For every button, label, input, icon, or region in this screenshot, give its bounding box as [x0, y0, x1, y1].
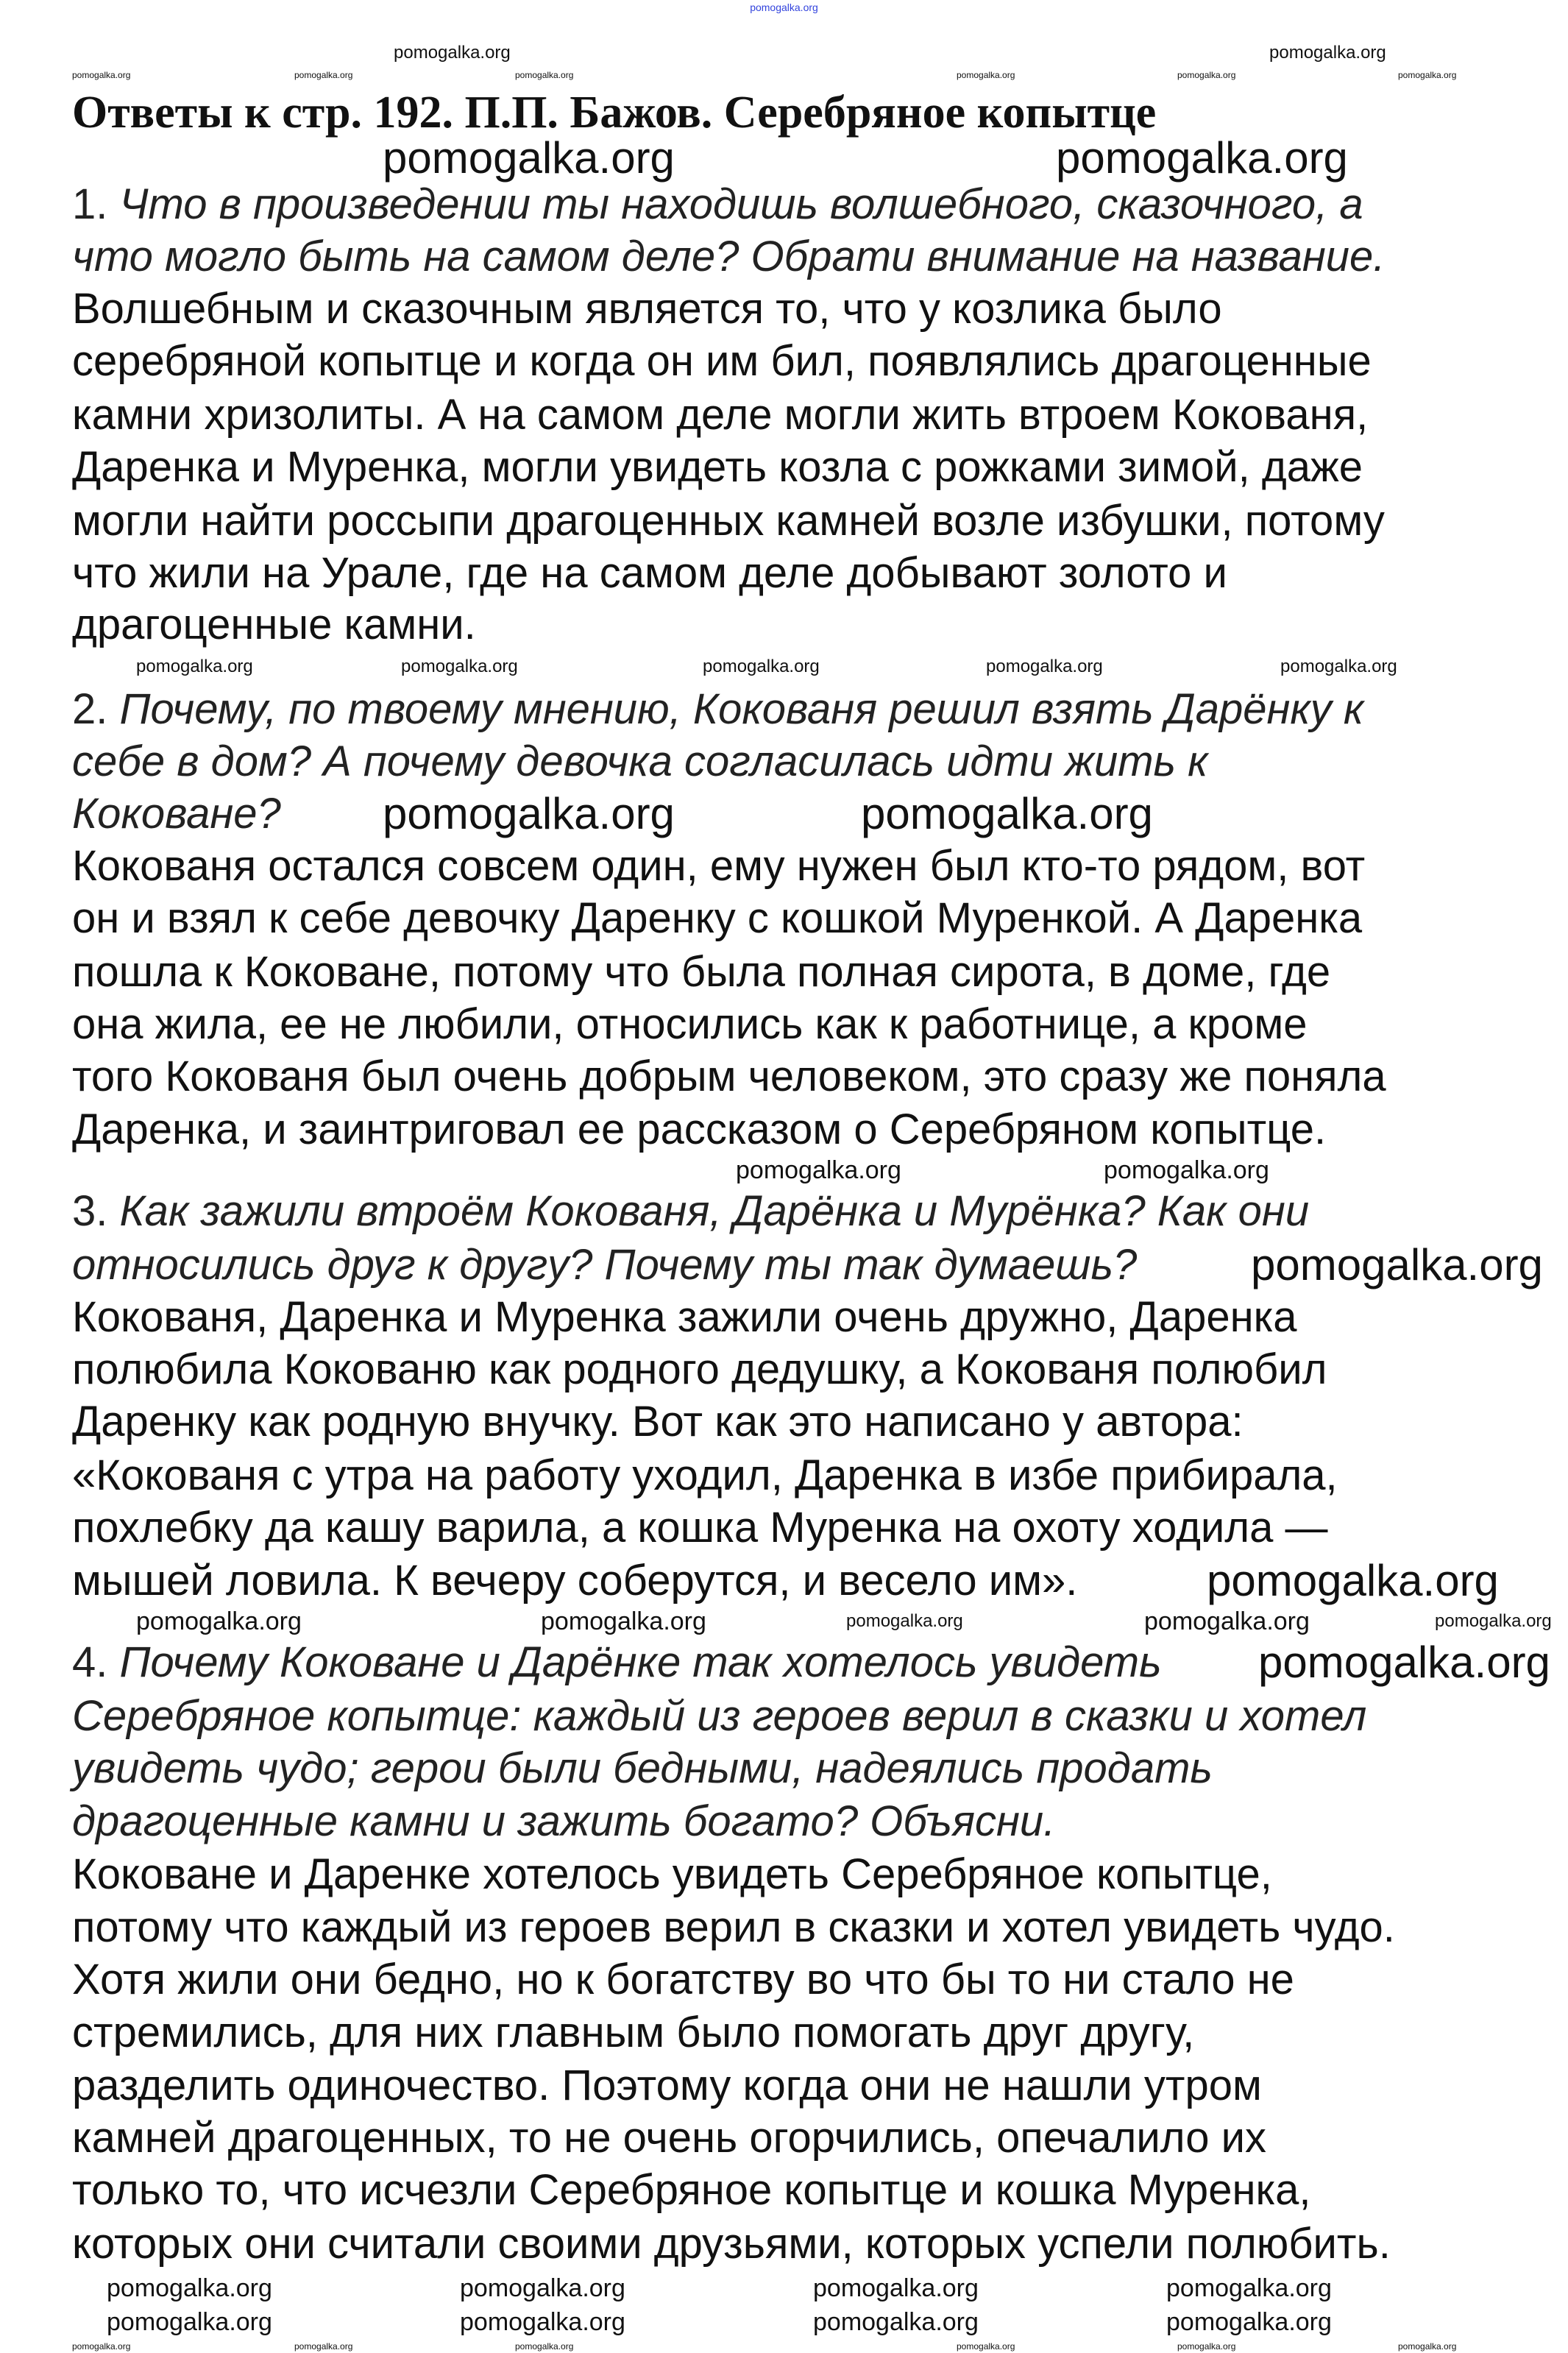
answer-line: потому что каждый из героев верил в сказки и хотел увидеть чудо. [72, 1903, 1395, 1951]
watermark-text: pomogalka.org [394, 43, 511, 63]
top-watermark: pomogalka.org [750, 1, 818, 13]
watermark-text: pomogalka.org [846, 1611, 963, 1631]
watermark-text: pomogalka.org [136, 657, 253, 676]
watermark-text: pomogalka.org [1258, 1638, 1550, 1687]
question-text: Серебряное копытце: каждый из героев верил в сказки и хотел [72, 1692, 1367, 1740]
watermark-text: pomogalka.org [736, 1156, 901, 1184]
question-line [72, 739, 1208, 785]
watermark-text: pomogalka.org [1435, 1611, 1552, 1631]
answer-line: Кокованя, Даренка и Муренка зажили очень дружно, Даренка [72, 1293, 1297, 1341]
watermark-text: pomogalka.org [294, 2341, 353, 2352]
answer-line: похлебку да кашу варила, а кошка Муренка на охоту ходила — [72, 1504, 1328, 1551]
answer-line: пошла к Коковане, потому что была полная сирота, в доме, где [72, 948, 1331, 996]
answer-line: полюбила Кокованю как родного дедушку, а Кокованя полюбил [72, 1345, 1327, 1393]
watermark-text: pomogalka.org [957, 2341, 1015, 2352]
watermark-text: pomogalka.org [1177, 70, 1236, 80]
question-text: что могло быть на самом деле? Обрати внимание на название. [72, 233, 1386, 280]
question-line [72, 1746, 1213, 1791]
watermark-text: pomogalka.org [1251, 1240, 1543, 1289]
watermark-text: pomogalka.org [383, 133, 675, 183]
watermark-text: pomogalka.org [1280, 657, 1397, 676]
watermark-text: pomogalka.org [813, 2274, 979, 2302]
question-line [72, 791, 281, 837]
answer-line: он и взял к себе девочку Даренку с кошкой Муренкой. А Даренка [72, 894, 1363, 942]
answer-line: Кокованя остался совсем один, ему нужен был кто-то рядом, вот [72, 842, 1366, 890]
watermark-text: pomogalka.org [294, 70, 353, 80]
question-number: 2. [72, 685, 108, 733]
watermark-text: pomogalka.org [986, 657, 1103, 676]
answer-line: Даренка, и заинтриговал ее рассказом о Серебряном копытце. [72, 1105, 1327, 1153]
question-line [72, 182, 1363, 227]
answer-line: что жили на Урале, где на самом деле добывают золото и [72, 549, 1227, 597]
question-text: Почему, по твоему мнению, Кокованя решил взять Дарёнку к [119, 685, 1364, 733]
watermark-text: pomogalka.org [1177, 2341, 1236, 2352]
question-line [72, 687, 1363, 732]
watermark-text: pomogalka.org [107, 2308, 272, 2336]
watermark-text: pomogalka.org [1207, 1556, 1499, 1605]
question-number: 4. [72, 1638, 108, 1686]
question-text: Что в произведении ты находишь волшебного, сказочного, а [119, 180, 1363, 228]
answer-line: разделить одиночество. Поэтому когда они не нашли утром [72, 2062, 1262, 2109]
watermark-text: pomogalka.org [957, 70, 1015, 80]
watermark-text: pomogalka.org [460, 2274, 625, 2302]
answer-line: Даренку как родную внучку. Вот как это написано у автора: [72, 1398, 1244, 1446]
answer-line: драгоценные камни. [72, 601, 476, 648]
answer-line: Коковане и Даренке хотелось увидеть Серебряное копытце, [72, 1850, 1272, 1898]
question-text: себе в дом? А почему девочка согласилась идти жить к [72, 737, 1208, 785]
watermark-text: pomogalka.org [72, 2341, 131, 2352]
question-text: Коковане? [72, 790, 281, 838]
page-title: Ответы к стр. 192. П.П. Бажов. Серебряное копытце [72, 88, 1157, 138]
question-text: Почему Коковане и Дарёнке так хотелось увидеть [119, 1638, 1162, 1686]
watermark-text: pomogalka.org [107, 2274, 272, 2302]
watermark-text: pomogalka.org [1144, 1607, 1310, 1635]
question-text: Как зажили втроём Кокованя, Дарёнка и Мурёнка? Как они [119, 1187, 1310, 1235]
answer-line: мышей ловила. К вечеру соберутся, и весело им». [72, 1557, 1078, 1604]
question-line [72, 1640, 1162, 1685]
watermark-text: pomogalka.org [136, 1607, 302, 1635]
question-text: драгоценные камни и зажить богато? Объясни. [72, 1797, 1056, 1845]
question-line [72, 1694, 1366, 1739]
question-line [72, 1799, 1055, 1844]
watermark-text: pomogalka.org [515, 70, 574, 80]
answer-line: Даренка и Муренка, могли увидеть козла с рожками зимой, даже [72, 443, 1363, 491]
question-line [72, 234, 1385, 280]
watermark-text: pomogalka.org [460, 2308, 625, 2336]
watermark-text: pomogalka.org [813, 2308, 979, 2336]
watermark-text: pomogalka.org [541, 1607, 706, 1635]
answer-line: «Кокованя с утра на работу уходил, Даренка в избе прибирала, [72, 1451, 1338, 1499]
answer-line: Хотя жили они бедно, но к богатству во что бы то ни стало не [72, 1956, 1294, 2003]
watermark-text: pomogalka.org [1166, 2274, 1332, 2302]
answer-line: Волшебным и сказочным является то, что у козлика было [72, 285, 1222, 333]
watermark-text: pomogalka.org [1056, 133, 1348, 183]
question-line [72, 1242, 1137, 1288]
watermark-text: pomogalka.org [1269, 43, 1386, 63]
watermark-text: pomogalka.org [1398, 70, 1457, 80]
watermark-text: pomogalka.org [515, 2341, 574, 2352]
answer-line: которых они считали своими друзьями, которых успели полюбить. [72, 2220, 1391, 2268]
question-number: 1. [72, 180, 108, 228]
question-number: 3. [72, 1187, 108, 1235]
question-text: увидеть чудо; герои были бедными, надеялись продать [72, 1744, 1213, 1792]
watermark-text: pomogalka.org [1104, 1156, 1269, 1184]
answer-line: стремились, для них главным было помогать друг другу, [72, 2009, 1195, 2056]
answer-line: камни хризолиты. А на самом деле могли жить втроем Кокованя, [72, 391, 1369, 439]
question-line [72, 1189, 1309, 1234]
question-text: относились друг к другу? Почему ты так думаешь? [72, 1241, 1138, 1289]
watermark-text: pomogalka.org [1166, 2308, 1332, 2336]
watermark-text: pomogalka.org [401, 657, 518, 676]
answer-line: серебряной копытце и когда он им бил, появлялись драгоценные [72, 337, 1372, 385]
answer-line: камней драгоценных, то не очень огорчились, опечалило их [72, 2114, 1267, 2162]
watermark-text: pomogalka.org [383, 789, 675, 838]
answer-line: она жила, ее не любили, относились как к работнице, а кроме [72, 1000, 1308, 1048]
watermark-text: pomogalka.org [703, 657, 820, 676]
answer-line: того Кокованя был очень добрым человеком, это сразу же поняла [72, 1052, 1386, 1100]
watermark-text: pomogalka.org [1398, 2341, 1457, 2352]
answer-line: только то, что исчезли Серебряное копытце и кошка Муренка, [72, 2166, 1311, 2214]
answer-line: могли найти россыпи драгоценных камней возле избушки, потому [72, 497, 1385, 545]
watermark-text: pomogalka.org [861, 789, 1153, 838]
watermark-text: pomogalka.org [72, 70, 131, 80]
